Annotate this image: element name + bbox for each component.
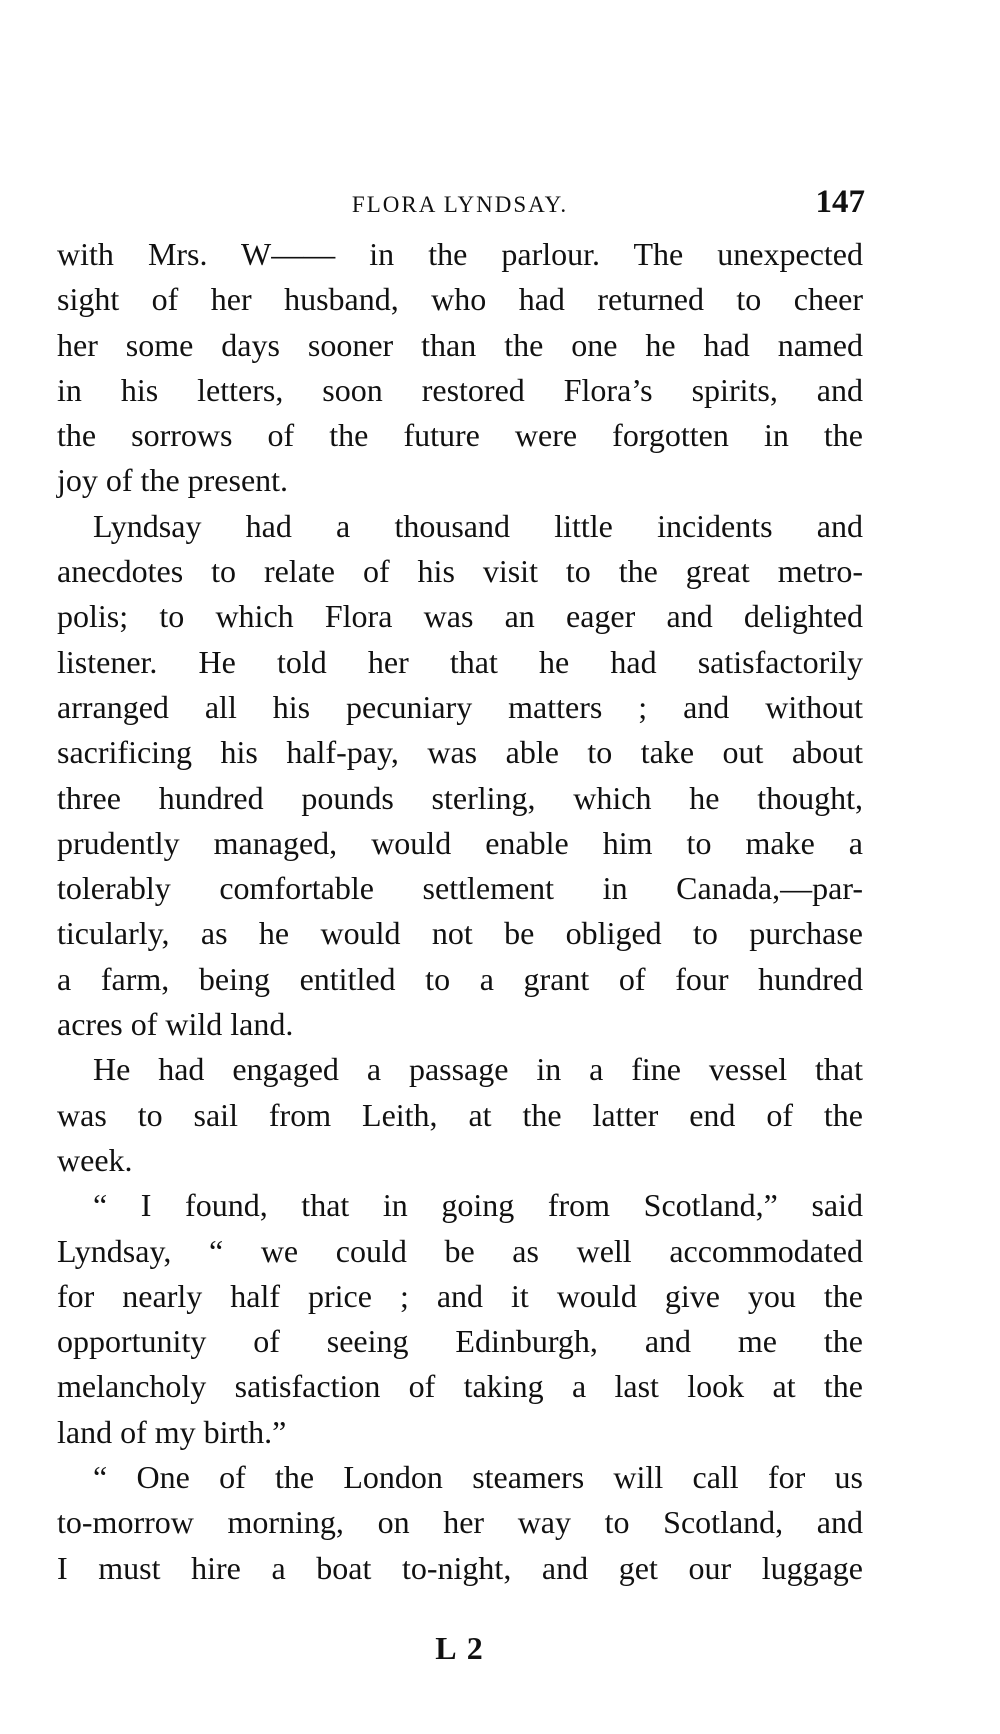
text-line: acres of wild land. <box>57 1006 294 1043</box>
text-line: to-morrow morning, on her way to Scotland, and <box>57 1504 863 1541</box>
text-line: in his letters, soon restored Flora’s spirits, and <box>57 371 863 408</box>
text-line: tolerably comfortable settlement in Canada,—par- <box>57 870 863 907</box>
text-line: ticularly, as he would not be obliged to purchase <box>57 915 863 952</box>
signature-mark: L 2 <box>435 1630 485 1666</box>
text-line: Lyndsay had a thousand little incidents and <box>93 507 863 544</box>
text-line: “ I found, that in going from Scotland,” said <box>93 1187 863 1224</box>
text-line: land of my birth.” <box>57 1413 287 1450</box>
text-line: joy of the present. <box>57 462 289 499</box>
body-text <box>57 232 863 1591</box>
running-head <box>55 182 865 222</box>
text-line: opportunity of seeing Edinburgh, and me the <box>57 1323 863 1360</box>
text-line: week. <box>57 1141 133 1178</box>
text-line: a farm, being entitled to a grant of four hundred <box>57 960 863 997</box>
text-line: anecdotes to relate of his visit to the great metro- <box>57 553 863 590</box>
text-line: her some days sooner than the one he had named <box>57 326 863 363</box>
page-number: 147 <box>815 184 865 220</box>
text-line: sight of her husband, who had returned to cheer <box>57 281 863 318</box>
text-line: for nearly half price ; and it would give you the <box>57 1277 863 1314</box>
running-title: FLORA LYNDSAY. <box>351 192 569 217</box>
text-line: polis; to which Flora was an eager and delighted <box>57 598 863 635</box>
text-line: He had engaged a passage in a fine vessel that <box>93 1051 863 1088</box>
text-line: arranged all his pecuniary matters ; and without <box>57 688 863 725</box>
text-line: melancholy satisfaction of taking a last look at the <box>57 1368 863 1405</box>
text-line: “ One of the London steamers will call for us <box>93 1459 863 1496</box>
text-line: the sorrows of the future were forgotten in the <box>57 417 863 454</box>
text-line: I must hire a boat to-night, and get our luggage <box>57 1549 863 1586</box>
text-line: three hundred pounds sterling, which he thought, <box>57 779 863 816</box>
text-line: listener. He told her that he had satisfactorily <box>57 643 863 680</box>
text-line: sacrificing his half-pay, was able to take out about <box>57 734 863 771</box>
text-line: Lyndsay, “ we could be as well accommodated <box>57 1232 863 1269</box>
text-line: with Mrs. W—— in the parlour. The unexpected <box>57 236 863 272</box>
text-line: prudently managed, would enable him to make a <box>57 824 863 861</box>
text-line: was to sail from Leith, at the latter end of the <box>57 1096 863 1133</box>
